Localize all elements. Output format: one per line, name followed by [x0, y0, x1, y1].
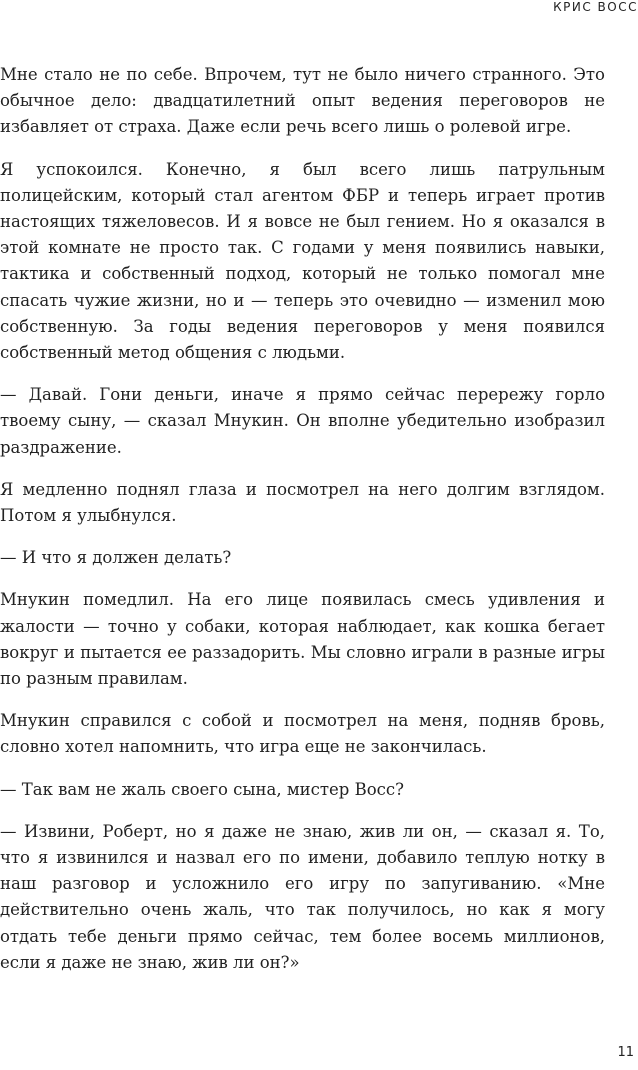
paragraph: Мнукин справился с собой и посмотрел на меня, подняв бровь, словно хотел напомнить, что игра еще не закончилась.	[0, 711, 605, 757]
paragraph: — И что я должен делать?	[0, 548, 232, 568]
paragraph: — Извини, Роберт, но я даже не знаю, жив ли он, — сказал я. То, что я извинился и назвал его по имени, добавило теплую нотку в наш разговор и усложнило его игру по запугиванию. «Мне действительно очень жаль, что так получилось, но как я могу отдать тебе деньги прямо сейчас, тем более восемь миллионов, если я даже не знаю, жив ли он?»	[0, 821, 605, 972]
paragraph: Мнукин помедлил. На его лице появилась смесь удивления и жалости — точно у собаки, которая наблюдает, как кошка бегает вокруг и пытается ее раззадорить. Мы словно играли в разные игры по разным правилам.	[0, 590, 605, 689]
paragraph: — Так вам не жаль своего сына, мистер Восс?	[0, 779, 404, 799]
page-number: 11	[617, 1045, 634, 1060]
body-text	[0, 62, 605, 992]
running-head-author: КРИС ВОСС	[553, 0, 638, 14]
paragraph: Я успокоился. Конечно, я был всего лишь патрульным полицейским, который стал агентом ФБР и теперь играет против настоящих тяжеловесов. И я вовсе не был гением. Но я оказался в этой комнате не просто так. С годами у меня появились навыки, тактика и собственный подход, который не только помогал мне спасать чужие жизни, но и — теперь это очевидно — изменил мою собственную. За годы ведения переговоров у меня появился собственный метод общения с людьми.	[0, 159, 605, 363]
paragraph: Я медленно поднял глаза и посмотрел на него долгим взглядом. Потом я улыбнулся.	[0, 479, 605, 526]
paragraph: — Давай. Гони деньги, иначе я прямо сейчас перережу горло твоему сыну, — сказал Мнукин. Он вполне убедительно изобразил раздражение.	[0, 385, 605, 457]
paragraph: Мне стало не по себе. Впрочем, тут не было ничего странного. Это обычное дело: двадцатилетний опыт ведения переговоров не избавляет от страха. Даже если речь всего лишь о ролевой игре.	[0, 65, 605, 137]
